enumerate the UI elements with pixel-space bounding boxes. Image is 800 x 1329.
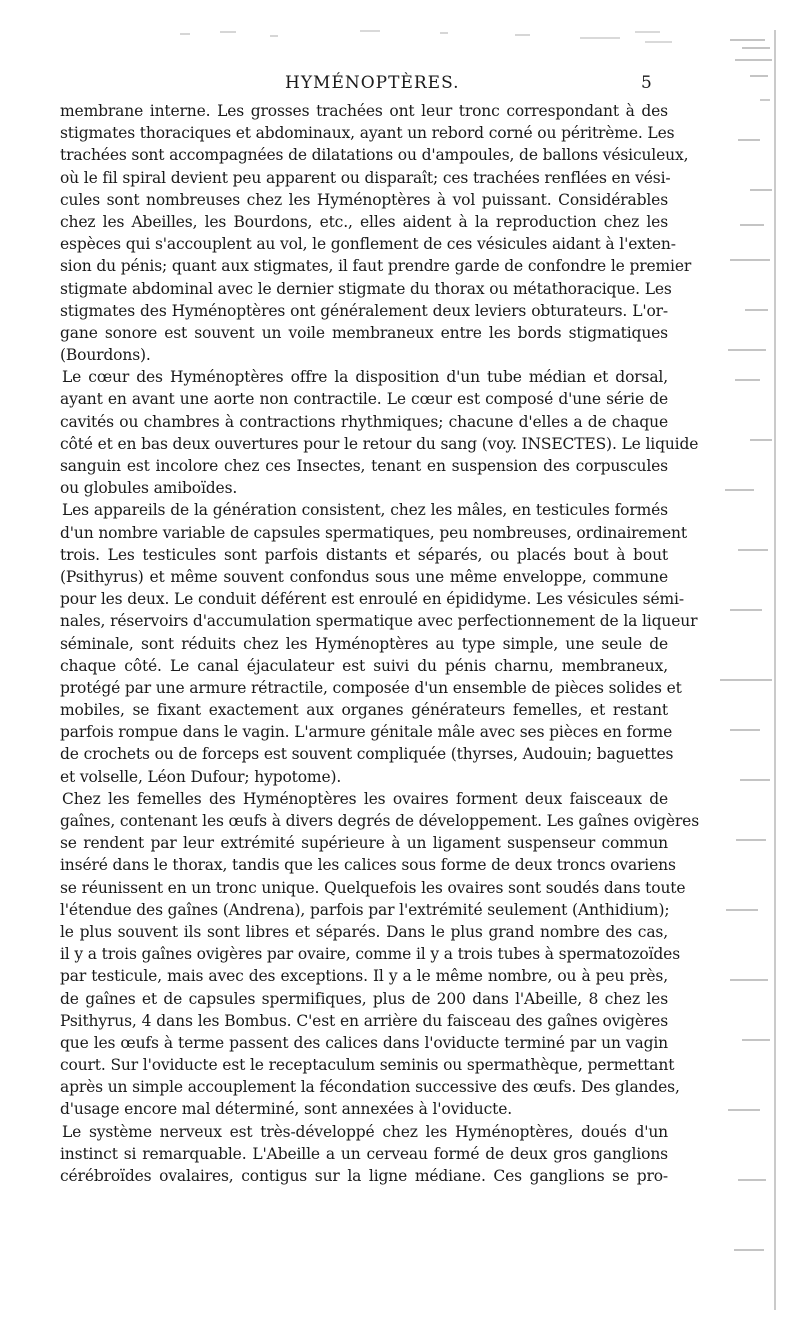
text-line: stigmate abdominal avec le dernier stigmate du thorax ou métathoracique. Les	[60, 279, 672, 298]
text-line: espèces qui s'accouplent au vol, le gonflement de ces vésicules aidant à l'exten-	[60, 235, 676, 254]
text-line: parfois rompue dans le vagin. L'armure génitale mâle avec ses pièces en forme	[60, 723, 673, 742]
text-line: que les œufs à terme passent des calices dans l'oviducte terminé par un vagin	[60, 1033, 668, 1052]
paragraph	[60, 1121, 668, 1188]
text-line: stigmates des Hyménoptères ont généralement deux leviers obturateurs. L'or-	[60, 301, 668, 320]
scan-noise-top	[60, 22, 680, 52]
text-line: trachées sont accompagnées de dilatations ou d'ampoules, de ballons vésiculeux,	[60, 146, 689, 165]
text-line: par testicule, mais avec des exceptions. Il y a le même nombre, ou à peu près,	[60, 967, 668, 986]
text-line: gane sonore est souvent un voile membraneux entre les bords stigmatiques	[60, 323, 668, 342]
text-line: (Bourdons).	[60, 346, 151, 365]
text-line: de crochets ou de forceps est souvent compliquée (thyrses, Audouin; baguettes	[60, 745, 674, 764]
paragraph	[60, 366, 699, 499]
paragraph	[60, 499, 698, 787]
text-line: ayant en avant une aorte non contractile. Le cœur est composé d'une série de	[60, 390, 668, 409]
text-line: d'un nombre variable de capsules spermatiques, peu nombreuses, ordinairement	[60, 523, 687, 542]
text-line: séminale, sont réduits chez les Hyménoptères au type simple, une seule de	[60, 634, 668, 653]
text-line: le plus souvent ils sont libres et séparés. Dans le plus grand nombre des cas,	[60, 922, 668, 941]
text-line: stigmates thoraciques et abdominaux, ayant un rebord corné ou péritrème. Les	[60, 124, 675, 143]
text-line: (Psithyrus) et même souvent confondus sous une même enveloppe, commune	[60, 567, 668, 586]
text-line: sanguin est incolore chez ces Insectes, tenant en suspension des corpuscules	[60, 457, 668, 475]
text-line: instinct si remarquable. L'Abeille a un cerveau formé de deux gros ganglions	[60, 1144, 668, 1163]
text-line: pour les deux. Le conduit déférent est enroulé en épididyme. Les vésicules sémi-	[60, 590, 684, 609]
text-line: où le fil spiral devient peu apparent ou disparaît; ces trachées renflées en vési-	[60, 168, 671, 187]
text-line: après un simple accouplement la fécondation successive des œufs. Des glandes,	[60, 1078, 680, 1097]
text-line: se rendent par leur extrémité supérieure à un ligament suspenseur commun	[60, 834, 668, 853]
text-line: Les appareils de la génération consistent, chez les mâles, en testicules formés	[62, 501, 668, 520]
text-line: court. Sur l'oviducte est le receptaculum seminis ou spermathèque, permettant	[60, 1056, 675, 1075]
text-line: cérébroïdes ovalaires, contigus sur la ligne médiane. Ces ganglions se pro-	[60, 1167, 668, 1185]
text-line: sion du pénis; quant aux stigmates, il faut prendre garde de confondre le premier	[60, 257, 692, 276]
text-line: de gaînes et de capsules spermifiques, plus de 200 dans l'Abeille, 8 chez les	[60, 989, 668, 1008]
text-line: inséré dans le thorax, tandis que les calices sous forme de deux troncs ovariens	[60, 856, 676, 875]
text-line: cavités ou chambres à contractions rhythmiques; chacune d'elles a de chaque	[60, 412, 668, 431]
text-line: mobiles, se fixant exactement aux organes générateurs femelles, et restant	[60, 701, 668, 720]
text-line: gaînes, contenant les œufs à divers degrés de développement. Les gaînes ovigères	[60, 812, 700, 830]
text-line: Psithyrus, 4 dans les Bombus. C'est en arrière du faisceau des gaînes ovigères	[60, 1011, 668, 1030]
scan-noise-margin	[690, 20, 800, 1320]
text-line: chez les Abeilles, les Bourdons, etc., elles aident à la reproduction chez les	[60, 212, 668, 231]
text-line: d'usage encore mal déterminé, sont annexées à l'oviducte.	[60, 1100, 513, 1119]
text-line: cules sont nombreuses chez les Hyménoptères à vol puissant. Considérables	[60, 190, 668, 209]
text-line: il y a trois gaînes ovigères par ovaire, comme il y a trois tubes à spermatozoïdes	[60, 945, 681, 964]
text-line: se réunissent en un tronc unique. Quelquefois les ovaires sont soudés dans toute	[60, 878, 686, 897]
text-line: Le cœur des Hyménoptères offre la disposition d'un tube médian et dorsal,	[62, 368, 668, 387]
text-line: l'étendue des gaînes (Andrena), parfois par l'extrémité seulement (Anthidium);	[60, 900, 670, 919]
text-line: côté et en bas deux ouvertures pour le retour du sang (voy. INSECTES). Le liquide	[60, 434, 699, 453]
paragraph	[60, 788, 700, 1121]
text-line: Chez les femelles des Hyménoptères les ovaires forment deux faisceaux de	[62, 789, 668, 808]
text-line: membrane interne. Les grosses trachées ont leur tronc correspondant à des	[60, 102, 668, 120]
text-line: ou globules amiboïdes.	[60, 479, 238, 498]
paragraph	[60, 100, 692, 366]
text-line: nales, réservoirs d'accumulation spermatique avec perfectionnement de la liqueur	[60, 612, 698, 631]
body-text	[60, 100, 700, 1187]
running-title: HYMÉNOPTÈRES.	[285, 73, 460, 93]
text-line: Le système nerveux est très-développé chez les Hyménoptères, doués d'un	[62, 1122, 668, 1141]
text-line: chaque côté. Le canal éjaculateur est suivi du pénis charnu, membraneux,	[60, 656, 668, 675]
text-line: et volselle, Léon Dufour; hypotome).	[60, 767, 342, 786]
page-number: 5	[641, 73, 652, 93]
text-line: protégé par une armure rétractile, composée d'un ensemble de pièces solides et	[60, 678, 682, 697]
text-line: trois. Les testicules sont parfois distants et séparés, ou placés bout à bout	[60, 545, 668, 564]
